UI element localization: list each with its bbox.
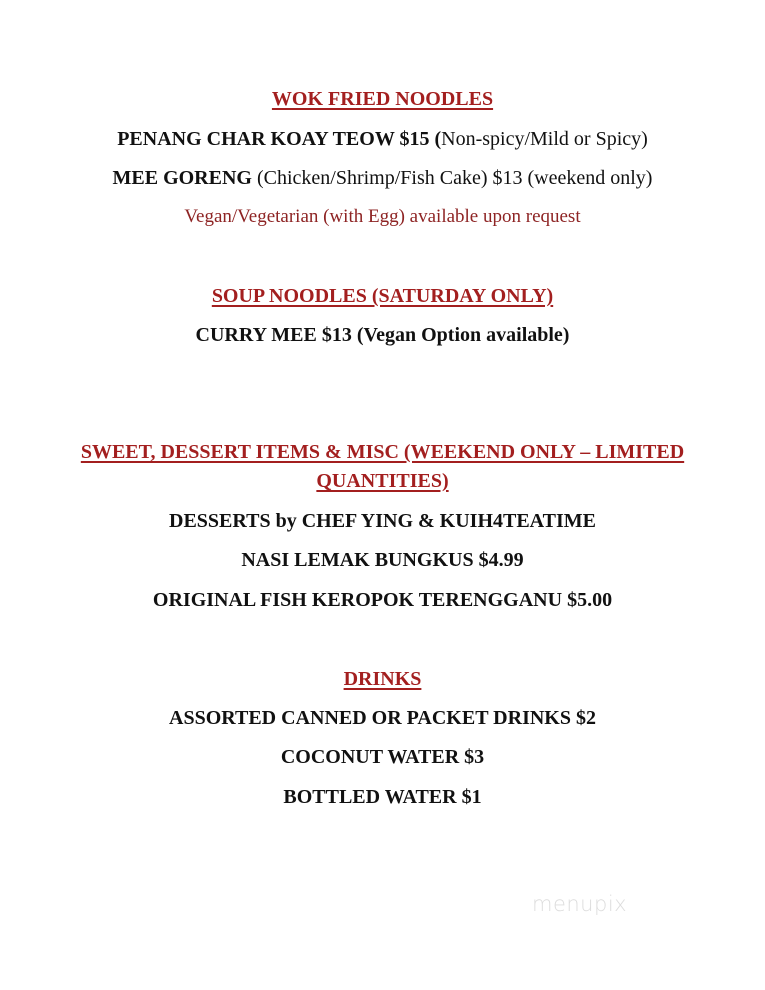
menu-item-assorted-drinks: ASSORTED CANNED OR PACKET DRINKS $2 bbox=[169, 707, 596, 729]
section-heading-wok-fried-noodles: WOK FRIED NOODLES bbox=[271, 88, 494, 110]
menupix-watermark: menupix bbox=[532, 892, 628, 916]
menu-item-detail: Non-spicy/Mild or Spicy) bbox=[441, 128, 648, 150]
section-heading-sweet-dessert-misc: SWEET, DESSERT ITEMS & MISC (WEEKEND ONLY – LIMITED QUANTITIES) bbox=[80, 441, 685, 492]
menu-item-mee-goreng bbox=[0, 165, 765, 191]
menu-item-detail: (Chicken/Shrimp/Fish Cake) $13 (weekend only) bbox=[251, 167, 653, 189]
menu-item-curry-mee: CURRY MEE $13 (Vegan Option available) bbox=[195, 324, 570, 346]
section-heading-soup-noodles: SOUP NOODLES (SATURDAY ONLY) bbox=[211, 285, 554, 307]
menu-item-coconut-water: COCONUT WATER $3 bbox=[280, 746, 485, 768]
menu-item-name: PENANG CHAR KOAY TEOW $15 ( bbox=[117, 128, 442, 150]
menu-item-penang-char-koay-teow bbox=[0, 126, 765, 152]
menu-item-nasi-lemak-bungkus: NASI LEMAK BUNGKUS $4.99 bbox=[241, 549, 524, 571]
section-heading-drinks: DRINKS bbox=[343, 668, 422, 690]
menu-item-fish-keropok: ORIGINAL FISH KEROPOK TERENGGANU $5.00 bbox=[152, 589, 613, 611]
vegan-note: Vegan/Vegetarian (with Egg) available upon request bbox=[184, 206, 581, 227]
menu-item-name: MEE GORENG bbox=[112, 167, 252, 189]
menu-item-bottled-water: BOTTLED WATER $1 bbox=[283, 786, 482, 808]
menu-item-desserts: DESSERTS by CHEF YING & KUIH4TEATIME bbox=[169, 510, 596, 532]
